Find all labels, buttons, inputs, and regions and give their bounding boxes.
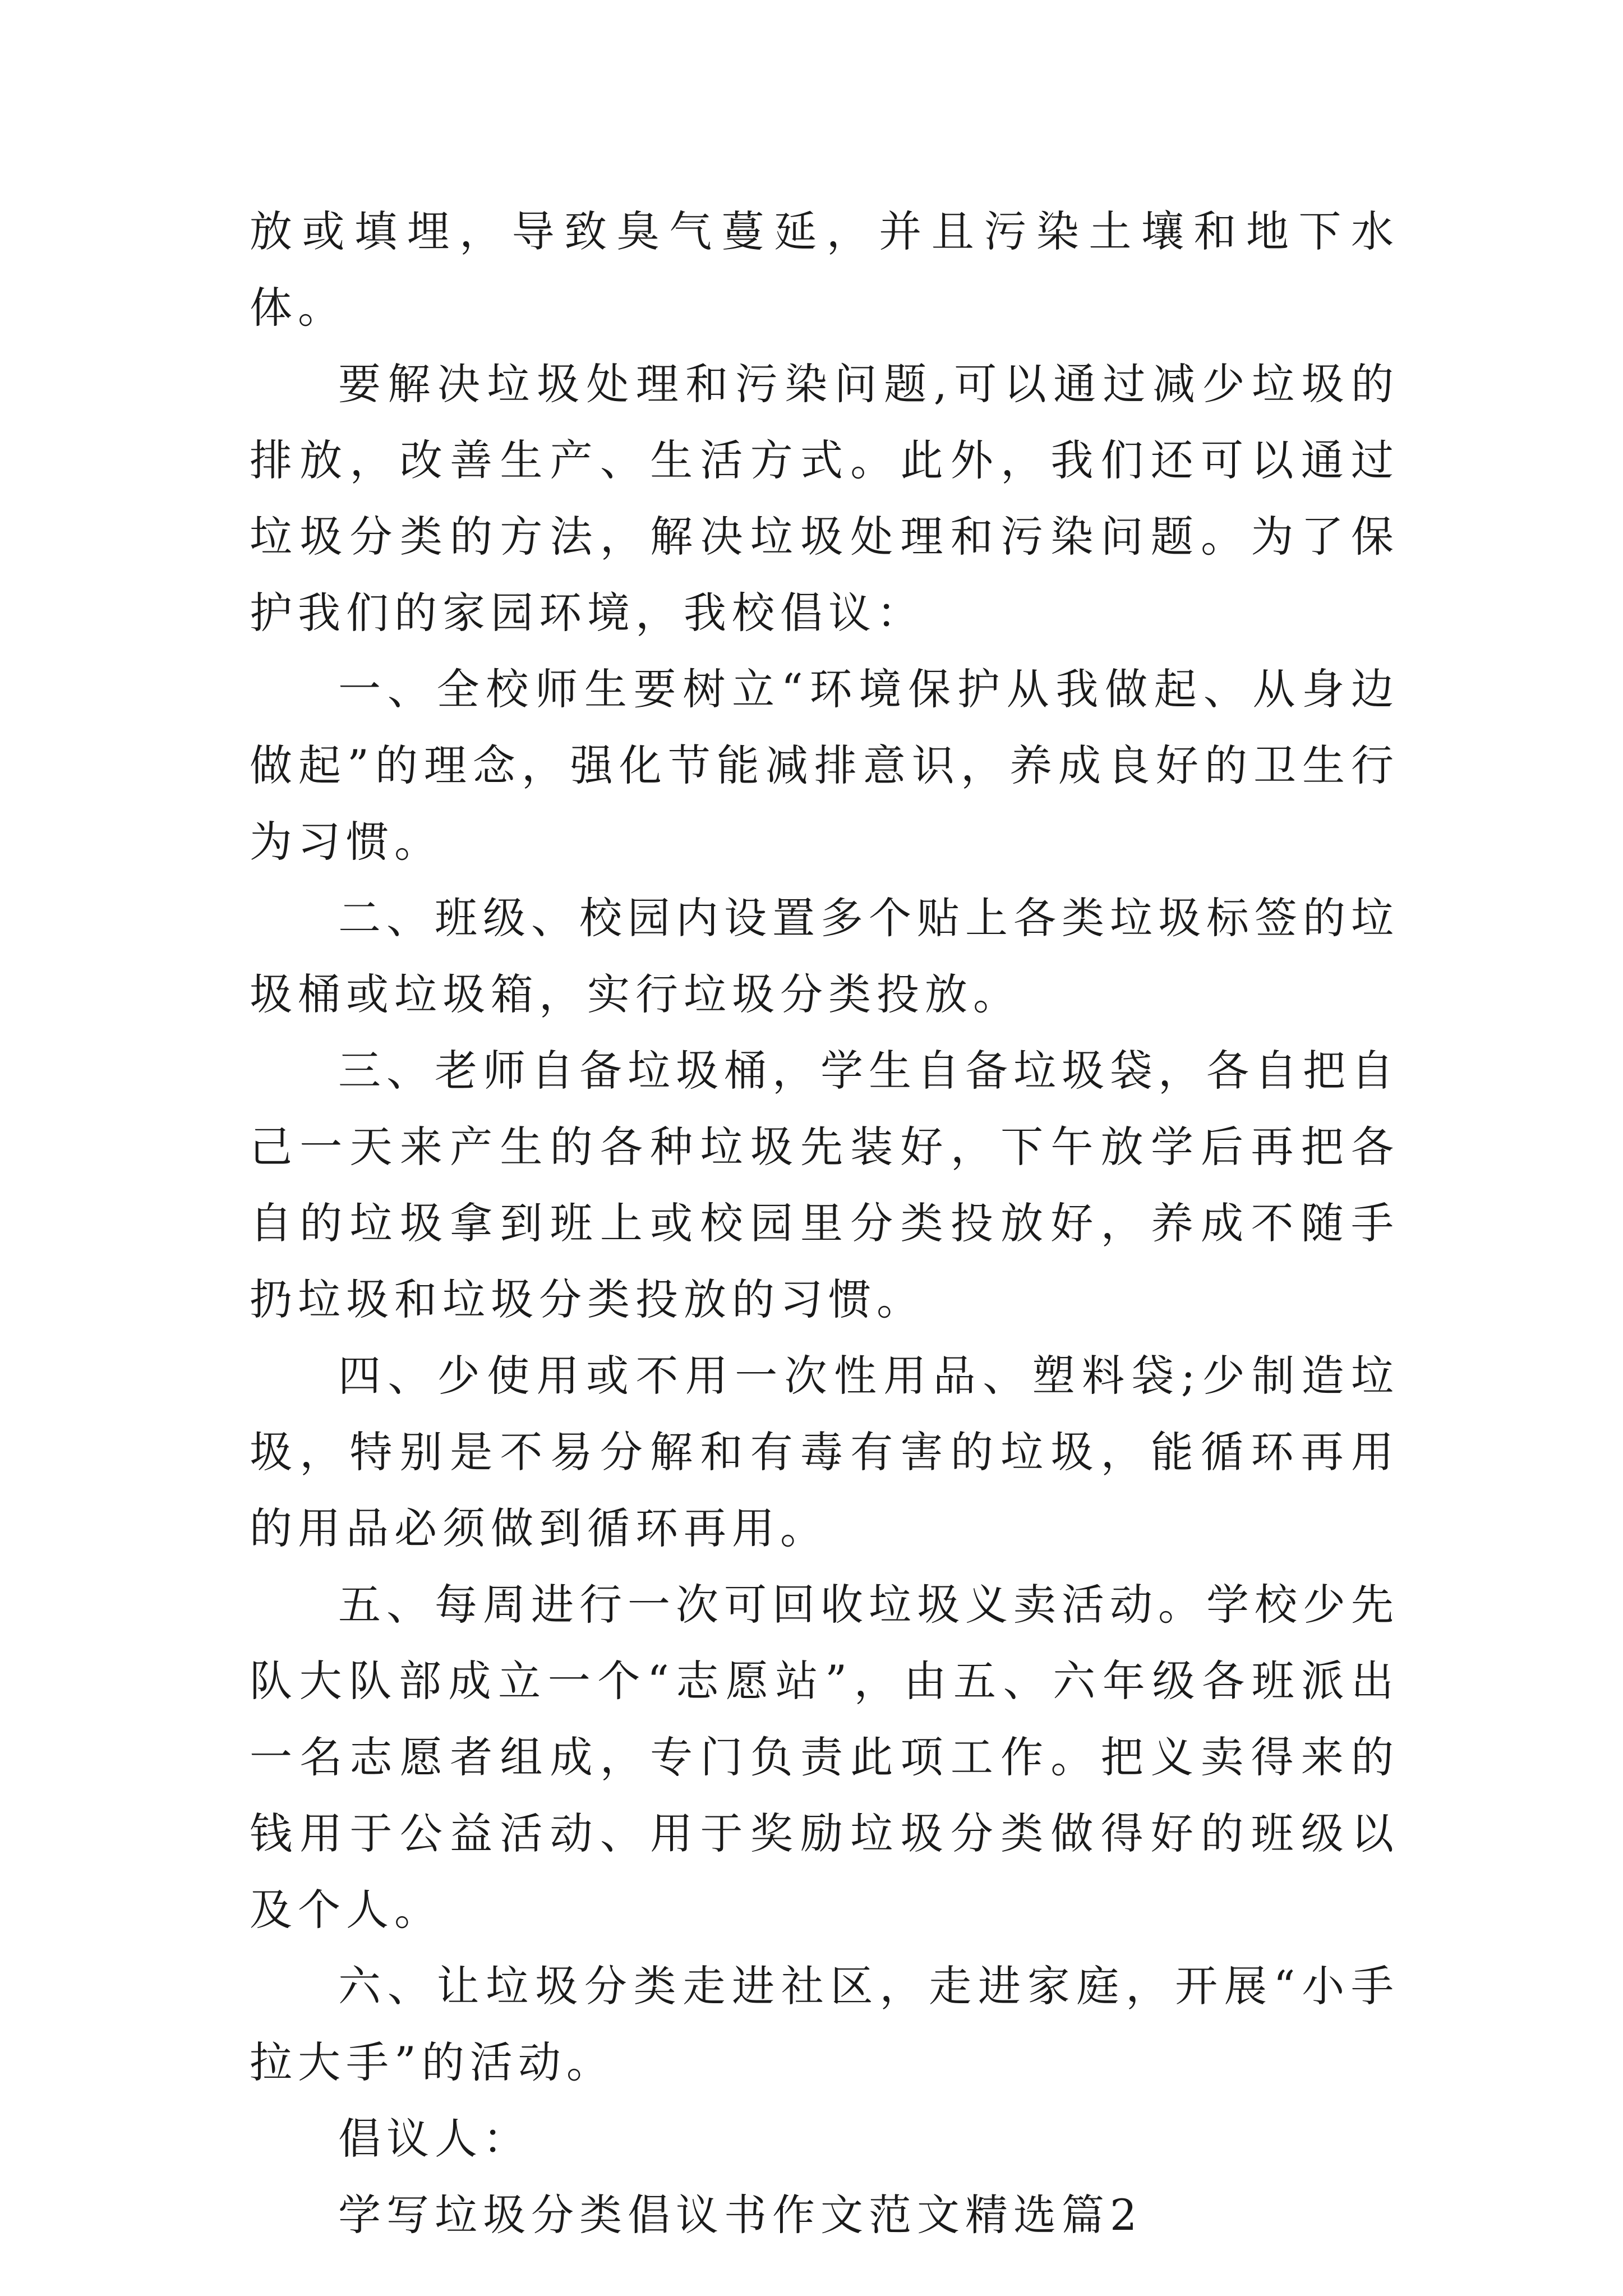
paragraph-continuation: 放或填埋，导致臭气蔓延，并且污染土壤和地下水体。 bbox=[250, 206, 1399, 333]
document-body bbox=[250, 194, 1399, 2253]
paragraph-item-6: 六、让垃圾分类走进社区，走进家庭，开展“小手拉大手”的活动。 bbox=[250, 1961, 1399, 2087]
paragraph-signature: 倡议人： bbox=[338, 2114, 531, 2164]
paragraph-item-4: 四、少使用或不用一次性用品、塑料袋;少制造垃圾，特别是不易分解和有毒有害的垃圾，能循环再用的用品必须做到循环再用。 bbox=[250, 1351, 1399, 1553]
paragraph-next-section-title: 学写垃圾分类倡议书作文范文精选篇2 bbox=[338, 2190, 1143, 2240]
paragraph-intro: 要解决垃圾处理和污染问题,可以通过减少垃圾的排放，改善生产、生活方式。此外，我们还可以通过垃圾分类的方法，解决垃圾处理和污染问题。为了保护我们的家园环境，我校倡议： bbox=[250, 359, 1399, 638]
paragraph-item-2: 二、班级、校园内设置多个贴上各类垃圾标签的垃圾桶或垃圾箱，实行垃圾分类投放。 bbox=[250, 893, 1399, 1019]
paragraph-item-3: 三、老师自备垃圾桶，学生自备垃圾袋，各自把自己一天来产生的各种垃圾先装好，下午放学后再把各自的垃圾拿到班上或校园里分类投放好，养成不随手扔垃圾和垃圾分类投放的习惯。 bbox=[250, 1046, 1399, 1324]
paragraph-item-5: 五、每周进行一次可回收垃圾义卖活动。学校少先队大队部成立一个“志愿站”，由五、六年级各班派出一名志愿者组成，专门负责此项工作。把义卖得来的钱用于公益活动、用于奖励垃圾分类做得好的班级以及个人。 bbox=[250, 1580, 1399, 1935]
paragraph-item-1: 一、全校师生要树立“环境保护从我做起、从身边做起”的理念，强化节能减排意识，养成良好的卫生行为习惯。 bbox=[250, 664, 1399, 867]
